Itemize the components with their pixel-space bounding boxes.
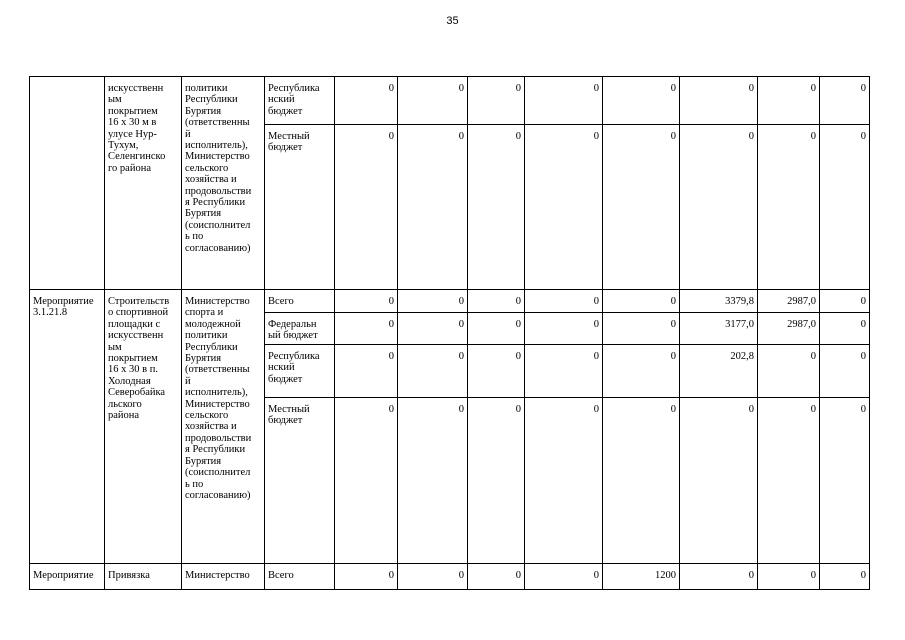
- value-cell: 0: [680, 398, 758, 564]
- measure-name-cell: Привязка: [105, 564, 182, 590]
- value-cell: 3177,0: [680, 313, 758, 345]
- value-cell: 0: [468, 345, 525, 398]
- value-cell: 0: [468, 125, 525, 290]
- value-cell: 0: [468, 313, 525, 345]
- value-cell: 0: [820, 564, 870, 590]
- value-cell: 0: [603, 290, 680, 313]
- funding-source-cell: Всего: [265, 290, 335, 313]
- executors-cell: политики Республики Бурятия (ответственны й исполнитель), Министерство сельского хозяйства и продовольстви я Республики Бурятия (соисполнител ь по согласованию): [182, 77, 265, 290]
- table-row: [30, 290, 870, 313]
- funding-source-cell: Всего: [265, 564, 335, 590]
- value-cell: 0: [820, 125, 870, 290]
- value-cell: 0: [468, 77, 525, 125]
- value-cell: 0: [758, 345, 820, 398]
- funding-source-cell: Местный бюджет: [265, 125, 335, 290]
- value-cell: 0: [525, 564, 603, 590]
- funding-source-cell: Местный бюджет: [265, 398, 335, 564]
- value-cell: 0: [758, 77, 820, 125]
- value-cell: 0: [820, 313, 870, 345]
- value-cell: 0: [758, 398, 820, 564]
- value-cell: 0: [680, 564, 758, 590]
- measure-cell: Мероприятие: [30, 564, 105, 590]
- value-cell: 0: [398, 125, 468, 290]
- measure-name-cell: Строительств о спортивной площадки с искусственн ым покрытием 16 х 30 в п. Холодная Северобайка льского района: [105, 290, 182, 564]
- value-cell: 0: [398, 398, 468, 564]
- value-cell: 0: [398, 77, 468, 125]
- value-cell: 3379,8: [680, 290, 758, 313]
- value-cell: 0: [468, 290, 525, 313]
- value-cell: 0: [820, 398, 870, 564]
- value-cell: 0: [335, 564, 398, 590]
- funding-source-cell: Федеральн ый бюджет: [265, 313, 335, 345]
- value-cell: 0: [335, 290, 398, 313]
- measure-cell: [30, 77, 105, 290]
- value-cell: 0: [335, 125, 398, 290]
- value-cell: 0: [603, 125, 680, 290]
- value-cell: 0: [525, 398, 603, 564]
- measure-name-cell: искусственн ым покрытием 16 х 30 м в улусе Нур- Тухум, Селенгинско го района: [105, 77, 182, 290]
- value-cell: 0: [820, 77, 870, 125]
- value-cell: 202,8: [680, 345, 758, 398]
- value-cell: 0: [758, 564, 820, 590]
- funding-source-cell: Республика нский бюджет: [265, 77, 335, 125]
- value-cell: 0: [335, 398, 398, 564]
- value-cell: 0: [398, 313, 468, 345]
- value-cell: 0: [525, 345, 603, 398]
- value-cell: 0: [398, 564, 468, 590]
- value-cell: 0: [525, 125, 603, 290]
- value-cell: 0: [525, 290, 603, 313]
- value-cell: 1200: [603, 564, 680, 590]
- value-cell: 0: [398, 345, 468, 398]
- value-cell: 0: [680, 125, 758, 290]
- value-cell: 0: [820, 345, 870, 398]
- value-cell: 0: [468, 564, 525, 590]
- value-cell: 0: [398, 290, 468, 313]
- table-body: [30, 77, 870, 590]
- measure-cell: Мероприятие 3.1.21.8: [30, 290, 105, 564]
- table-row: [30, 77, 870, 125]
- value-cell: 0: [603, 345, 680, 398]
- page-number: 35: [446, 15, 459, 27]
- value-cell: 0: [335, 345, 398, 398]
- value-cell: 2987,0: [758, 313, 820, 345]
- value-cell: 0: [468, 398, 525, 564]
- value-cell: 2987,0: [758, 290, 820, 313]
- value-cell: 0: [603, 313, 680, 345]
- value-cell: 0: [820, 290, 870, 313]
- executors-cell: Министерство спорта и молодежной политики Республики Бурятия (ответственны й исполнитель), Министерство сельского хозяйства и продовольстви я Республики Бурятия (соисполнител ь по согласованию): [182, 290, 265, 564]
- value-cell: 0: [335, 77, 398, 125]
- value-cell: 0: [603, 398, 680, 564]
- table-row: [30, 564, 870, 590]
- value-cell: 0: [680, 77, 758, 125]
- executors-cell: Министерство: [182, 564, 265, 590]
- value-cell: 0: [758, 125, 820, 290]
- value-cell: 0: [335, 313, 398, 345]
- funding-source-cell: Республика нский бюджет: [265, 345, 335, 398]
- value-cell: 0: [525, 77, 603, 125]
- budget-table: [29, 76, 870, 590]
- value-cell: 0: [603, 77, 680, 125]
- value-cell: 0: [525, 313, 603, 345]
